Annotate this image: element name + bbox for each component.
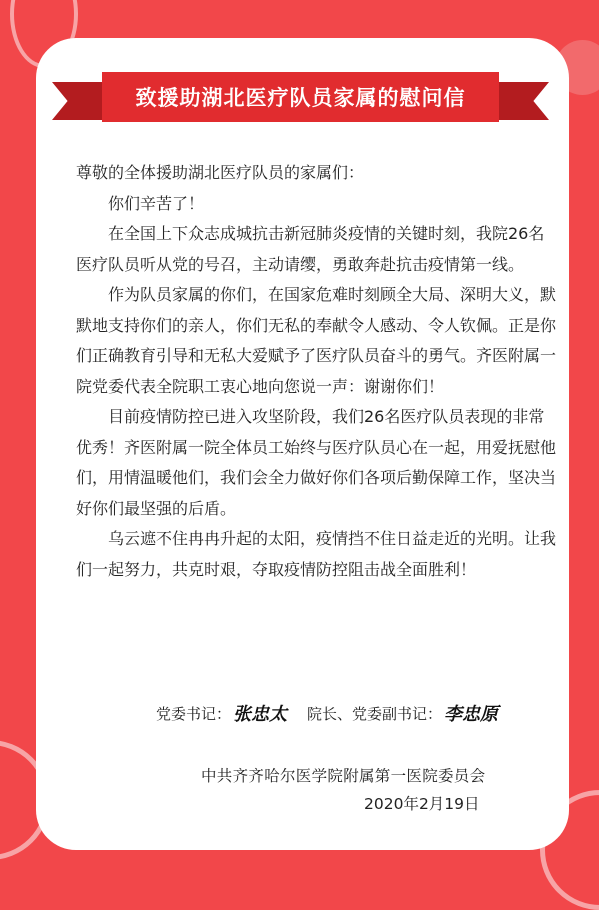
signature-president bbox=[307, 700, 498, 726]
title-ribbon bbox=[102, 72, 499, 122]
paragraph: 乌云遮不住冉冉升起的太阳，疫情挡不住日益走近的光明。让我们一起努力，共克时艰，夺取疫情防控阻击战全面胜利！ bbox=[76, 529, 557, 579]
paragraph: 作为队员家属的你们，在国家危难时刻顾全大局、深明大义，默默地支持你们的亲人，你们无私的奉献令人感动、令人钦佩。正是你们正确教育引导和无私大爱赋予了医疗队员奋斗的勇气。齐医附属一院党委代表全院职工衷心地向您说一声：谢谢你们！ bbox=[76, 285, 557, 396]
signature-line bbox=[156, 700, 576, 726]
paragraph: 在全国上下众志成城抗击新冠肺炎疫情的关键时刻，我院26名医疗队员听从党的号召，主动请缨，勇敢奔赴抗击疫情第一线。 bbox=[76, 224, 545, 274]
signature-role: 党委书记： bbox=[156, 704, 232, 723]
paragraph: 目前疫情防控已进入攻坚阶段，我们26名医疗队员表现的非常优秀！齐医附属一院全体员工始终与医疗队员心在一起，用爱抚慰他们，用情温暖他们，我们会全力做好你们各项后勤保障工作，坚决当好你们最坚强的后盾。 bbox=[76, 407, 557, 518]
paragraph: 你们辛苦了！ bbox=[108, 193, 205, 213]
signature-role: 院长、党委副书记： bbox=[307, 704, 443, 723]
greeting: 尊敬的全体援助湖北医疗队员的家属们： bbox=[76, 163, 365, 182]
handwritten-signature: 张忠太 bbox=[233, 704, 288, 725]
letter-title: 致援助湖北医疗队员家属的慰问信 bbox=[135, 86, 466, 110]
letter-body bbox=[76, 158, 556, 585]
signature-party-secretary bbox=[156, 700, 287, 726]
letter-date: 2020年2月19日 bbox=[364, 795, 480, 813]
organization-name: 中共齐齐哈尔医学院附属第一医院委员会 bbox=[201, 767, 486, 785]
handwritten-signature: 李忠原 bbox=[444, 704, 499, 725]
